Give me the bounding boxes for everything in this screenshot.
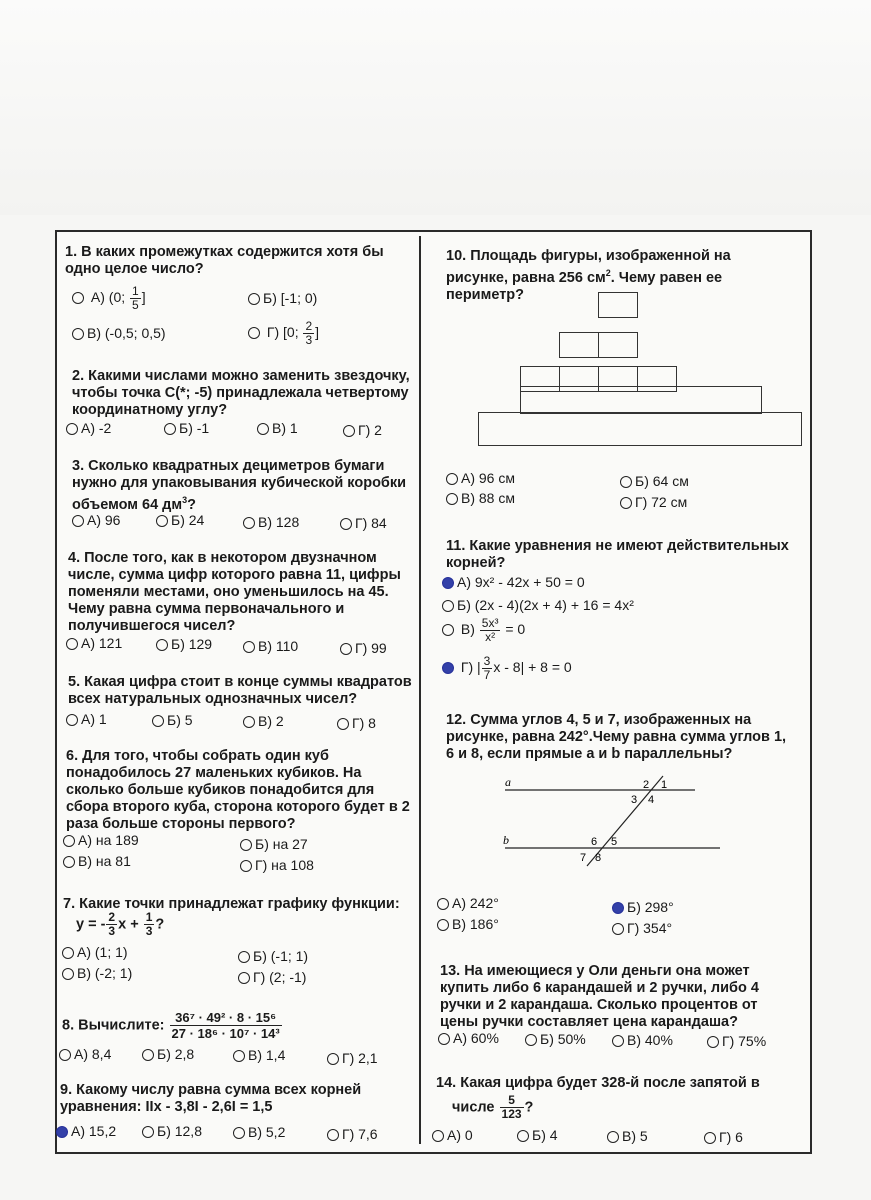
option-label: Г) 99: [355, 640, 387, 656]
question-8: [62, 1010, 412, 1041]
option-label: В) (-2; 1): [77, 965, 133, 981]
option-label: В) 128: [258, 514, 300, 530]
question-number: 4.: [68, 550, 81, 566]
q7-function: [76, 911, 164, 938]
question-13: [440, 963, 795, 1031]
denominator: x²: [485, 630, 496, 644]
numerator: 1: [145, 910, 153, 924]
option-label: А) 96: [87, 512, 121, 528]
angle-3-label: 3: [631, 794, 638, 806]
q1-option-d[interactable]: [248, 320, 319, 347]
q9-option-a[interactable]: [56, 1123, 116, 1139]
q9-option-b[interactable]: [142, 1123, 202, 1139]
option-label: А) 1: [81, 711, 107, 727]
figure-base: [478, 412, 802, 446]
q12-option-b[interactable]: [612, 899, 674, 915]
option-label: Г) 6: [719, 1129, 743, 1145]
q1-option-b[interactable]: [248, 290, 317, 306]
q10-option-a[interactable]: [446, 470, 515, 486]
question-number: 10.: [446, 248, 467, 264]
option-label: В) (-0,5; 0,5): [87, 325, 166, 341]
question-text: Какие точки принадлежат графику функции:: [79, 896, 400, 912]
option-label: А) 121: [81, 635, 123, 651]
parallel-lines-figure: [495, 770, 725, 870]
fraction: [303, 320, 314, 347]
q8-option-d[interactable]: [327, 1050, 378, 1066]
question-number: 3.: [72, 458, 85, 474]
q6-option-b[interactable]: [240, 836, 308, 852]
column-divider: [419, 236, 421, 1144]
function-text: ?: [155, 916, 165, 933]
angle-5-label: 5: [611, 836, 618, 848]
angle-4-label: 4: [648, 794, 655, 806]
question-text: Какими числами можно заменить звездочку, чтобы точка С(*; -5) принадлежала четвертому координатному углу?: [72, 368, 410, 418]
q7-option-c[interactable]: [62, 965, 132, 981]
denominator: 123: [501, 1107, 522, 1121]
option-label: Г) 7,6: [342, 1126, 378, 1142]
q7-option-d[interactable]: [238, 969, 306, 985]
figure-row: [520, 386, 762, 414]
numerator: 36⁷ · 49² · 8 · 15⁶: [170, 1010, 282, 1026]
line-a-label: a: [505, 775, 511, 789]
question-number: 14.: [436, 1075, 457, 1091]
angle-6-label: 6: [591, 836, 598, 848]
option-label: А) -2: [81, 420, 112, 436]
q11-option-b[interactable]: [442, 597, 634, 613]
question-number: 6.: [66, 748, 79, 764]
q2-option-c[interactable]: [257, 420, 298, 436]
option-label: В): [460, 621, 475, 638]
denominator: 5: [132, 298, 139, 312]
option-label: В) 2: [258, 713, 284, 729]
question-text: В каких промежутках содержится хотя бы одно целое число?: [65, 244, 384, 277]
option-label: В) 40%: [627, 1032, 673, 1048]
option-label: В) 88 см: [461, 490, 515, 506]
q11-option-d[interactable]: [442, 655, 572, 682]
question-number: 2.: [72, 368, 85, 384]
option-label: Г) 2: [358, 422, 382, 438]
q8-option-c[interactable]: [233, 1047, 285, 1063]
option-label-end: ]: [315, 324, 320, 341]
q13-option-d[interactable]: [707, 1033, 766, 1049]
q10-option-c[interactable]: [446, 490, 515, 506]
question-text: Сумма углов 4, 5 и 7, изображенных на рисунке, равна 242°.Чему равна сумма углов 1, 6 и 8, если прямые a и b параллельны?: [446, 712, 787, 762]
option-label: Г) 84: [355, 515, 387, 531]
question-9: [60, 1082, 415, 1116]
q7-option-a[interactable]: [62, 944, 128, 960]
q2-option-a[interactable]: [66, 420, 111, 436]
q5-option-b[interactable]: [152, 712, 193, 728]
q12-option-d[interactable]: [612, 920, 672, 936]
question-text: После того, как в некотором двузначном числе, сумма цифр которого равна 11, цифры поменяли местами, оно уменьшилось на 45. Чему равна сумма первоначального и получившегося чисел?: [68, 550, 401, 634]
q7-option-b[interactable]: [238, 948, 308, 964]
option-label: А) 60%: [453, 1030, 499, 1046]
q3-option-c[interactable]: [243, 514, 299, 530]
option-label: В) 1,4: [248, 1047, 286, 1063]
q2-option-d[interactable]: [343, 422, 382, 438]
denominator: 3: [108, 924, 116, 938]
question-text: Какие уравнения не имеют действительных корней?: [446, 538, 789, 571]
option-label-end: x - 8| + 8 = 0: [493, 659, 572, 676]
option-label: А) на 189: [78, 832, 139, 848]
question-text: числе: [452, 1099, 495, 1116]
q13-option-b[interactable]: [525, 1031, 586, 1047]
figure-cell: [598, 292, 638, 318]
question-12: [446, 712, 796, 763]
question-text: Какому числу равна сумма всех корней уравнения: IIx - 3,8I - 2,6I = 1,5: [60, 1082, 362, 1115]
option-label: Б) (2x - 4)(2x + 4) + 16 = 4x²: [457, 597, 634, 613]
option-label: Б) 5: [167, 712, 193, 728]
option-label: Б) 12,8: [157, 1123, 202, 1139]
question-4: [68, 550, 418, 635]
q12-option-a[interactable]: [437, 895, 499, 911]
option-label: Б) 50%: [540, 1031, 586, 1047]
option-label: В) 5,2: [248, 1124, 286, 1140]
angle-2-label: 2: [643, 779, 650, 791]
question-number: 11.: [446, 538, 466, 554]
q3-option-b[interactable]: [156, 512, 204, 528]
question-14: [436, 1075, 786, 1092]
q4-option-d[interactable]: [340, 640, 387, 656]
q14-option-b[interactable]: [517, 1127, 558, 1143]
q4-option-c[interactable]: [243, 638, 298, 654]
superscript: 2: [605, 268, 611, 278]
q4-option-a[interactable]: [66, 635, 122, 651]
option-label-end: ]: [141, 289, 146, 306]
option-label: Г) (2; -1): [253, 969, 307, 985]
figure-cell: [559, 332, 599, 358]
question-text: Сколько квадратных дециметров бумаги нужно для упаковывания кубической коробки объемом 64 дм: [72, 458, 407, 513]
q14-option-d[interactable]: [704, 1129, 743, 1145]
question-number: 1.: [65, 244, 78, 260]
q14-option-a[interactable]: [432, 1127, 473, 1143]
angle-7-label: 7: [580, 852, 587, 864]
option-label: Б) 2,8: [157, 1046, 195, 1062]
q11-option-a[interactable]: [442, 574, 585, 590]
q2-option-b[interactable]: [164, 420, 209, 436]
q3-option-d[interactable]: [340, 515, 387, 531]
question-number: 13.: [440, 963, 461, 979]
line-b-label: b: [503, 833, 509, 847]
option-label: В) на 81: [78, 853, 131, 869]
option-label: Б) 129: [171, 636, 213, 652]
question-11: [446, 538, 791, 572]
denominator: 7: [483, 668, 491, 682]
question-text: Площадь фигуры, изображенной на рисунке, равна 256 см: [446, 248, 731, 286]
figure-cell: [598, 332, 638, 358]
angle-8-label: 8: [595, 852, 602, 864]
function-text: y = -: [76, 916, 106, 933]
option-label: А) 0: [447, 1127, 473, 1143]
denominator: 3: [145, 924, 153, 938]
function-text: x +: [118, 916, 139, 933]
q5-option-a[interactable]: [66, 711, 107, 727]
fraction: [482, 655, 493, 682]
question-number: 5.: [68, 674, 81, 690]
option-label: Б) [-1; 0): [263, 290, 318, 306]
option-label: Б) на 27: [255, 836, 308, 852]
staircase-figure: [478, 292, 803, 452]
option-label: А) 9x² - 42x + 50 = 0: [457, 574, 585, 590]
q9-option-d[interactable]: [327, 1126, 378, 1142]
fraction: [480, 617, 501, 644]
question-2: [72, 368, 417, 419]
fraction: [106, 911, 117, 938]
option-label: Б) 4: [532, 1127, 558, 1143]
q10-option-d[interactable]: [620, 494, 687, 510]
q4-option-b[interactable]: [156, 636, 212, 652]
fraction: [144, 911, 155, 938]
q8-option-b[interactable]: [142, 1046, 194, 1062]
option-label: А) 15,2: [71, 1123, 117, 1139]
question-text: Какая цифра стоит в конце суммы квадратов всех натуральных однозначных чисел?: [68, 674, 412, 707]
option-label: В) 186°: [452, 916, 499, 932]
question-number: 8.: [62, 1017, 75, 1034]
question-6: [66, 748, 411, 833]
option-label-end: = 0: [505, 621, 526, 638]
q10-option-b[interactable]: [620, 473, 689, 489]
option-label: Б) (-1; 1): [253, 948, 309, 964]
option-label: В) 5: [622, 1128, 648, 1144]
q14-number-line: [452, 1094, 533, 1121]
option-label: А) (0;: [90, 289, 126, 306]
denominator: 3: [305, 333, 313, 347]
option-label: Б) 24: [171, 512, 205, 528]
option-label: Г) 72 см: [635, 494, 688, 510]
angle-1-label: 1: [661, 779, 668, 791]
option-label: Г) |: [460, 659, 481, 676]
fraction: [130, 285, 141, 312]
option-label: А) 242°: [452, 895, 499, 911]
option-label: В) 1: [272, 420, 298, 436]
option-label: Г) [0;: [266, 324, 299, 341]
fraction: [500, 1094, 524, 1121]
q12-option-c[interactable]: [437, 916, 499, 932]
option-label: Г) 2,1: [342, 1050, 378, 1066]
q13-option-a[interactable]: [438, 1030, 499, 1046]
numerator: 2: [108, 910, 116, 924]
numerator: 1: [132, 284, 139, 298]
denominator: 27 · 18⁶ · 10⁷ · 14³: [171, 1026, 280, 1041]
option-label: Б) 64 см: [635, 473, 689, 489]
question-5: [68, 674, 418, 708]
option-label: Г) 8: [352, 715, 376, 731]
q8-option-a[interactable]: [59, 1046, 111, 1062]
numerator: 3: [483, 654, 491, 668]
question-text-end: ?: [524, 1099, 534, 1116]
question-number: 7.: [63, 896, 76, 912]
option-label: Г) 75%: [722, 1033, 767, 1049]
q14-option-c[interactable]: [607, 1128, 648, 1144]
option-label: А) 96 см: [461, 470, 515, 486]
question-text: Вычислите:: [78, 1017, 165, 1034]
option-label: Г) 354°: [627, 920, 673, 936]
question-text-end: . Чему равен ее периметр?: [446, 269, 723, 303]
question-number: 9.: [60, 1082, 73, 1098]
q1-option-a[interactable]: [72, 285, 146, 312]
blank-top-margin: [0, 0, 871, 215]
question-3: [72, 458, 417, 514]
question-text: Для того, чтобы собрать один куб понадобилось 27 маленьких кубиков. На сколько больше кубиков понадобится для сбора второго куба, сторона которого будет в 2 раза больше стороны первого?: [66, 748, 410, 832]
q13-option-c[interactable]: [612, 1032, 673, 1048]
superscript: 3: [182, 495, 188, 505]
q5-option-d[interactable]: [337, 715, 376, 731]
q6-option-c[interactable]: [63, 853, 131, 869]
q6-option-d[interactable]: [240, 857, 314, 873]
option-label: В) 110: [258, 638, 299, 654]
question-number: 12.: [446, 712, 467, 728]
q3-option-a[interactable]: [72, 512, 120, 528]
question-1: [65, 244, 415, 278]
q9-option-c[interactable]: [233, 1124, 285, 1140]
numerator: 5x³: [481, 616, 499, 630]
option-label: А) 8,4: [74, 1046, 112, 1062]
option-label: А) (1; 1): [77, 944, 128, 960]
option-label: Б) -1: [179, 420, 210, 436]
question-text: На имеющиеся у Оли деньги она может купить либо 6 карандашей и 2 ручки, либо 4 ручки и 2 карандаша. Сколько процентов от цены ручки составляет цена карандаша?: [440, 963, 759, 1030]
q6-option-a[interactable]: [63, 832, 139, 848]
numerator: 5: [500, 1094, 524, 1108]
q1-option-c[interactable]: [72, 325, 166, 341]
option-label: Б) 298°: [627, 899, 674, 915]
numerator: 2: [305, 319, 313, 333]
question-text: Какая цифра будет 328-й после запятой в: [460, 1075, 760, 1091]
q11-option-c[interactable]: [442, 617, 525, 644]
option-label: Г) на 108: [255, 857, 314, 873]
q5-option-c[interactable]: [243, 713, 284, 729]
expression-fraction: [170, 1010, 282, 1041]
question-text-end: ?: [187, 496, 196, 513]
